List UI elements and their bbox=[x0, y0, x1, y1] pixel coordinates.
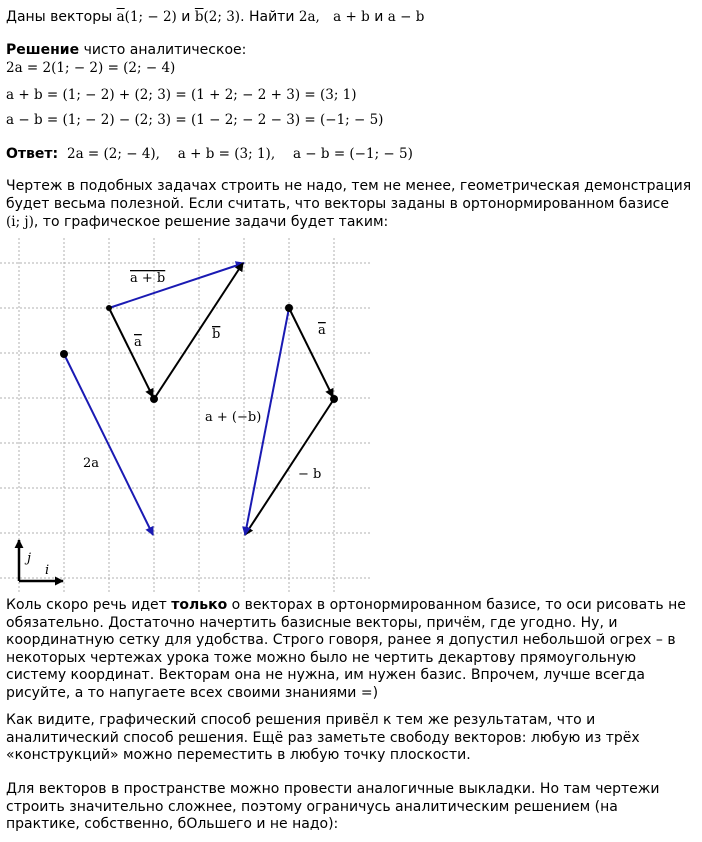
basis-notation: (i; j) bbox=[6, 214, 34, 230]
solution-rest: чисто аналитическое: bbox=[83, 42, 247, 58]
label-a-right: a bbox=[318, 323, 326, 338]
given-label: Даны векторы bbox=[6, 9, 113, 25]
and-word-2: и bbox=[374, 9, 384, 25]
and-word: и bbox=[181, 9, 191, 25]
find-2a: 2a, bbox=[298, 9, 320, 25]
point-start-2a bbox=[60, 350, 68, 358]
point-start-a bbox=[106, 305, 112, 311]
point-mid-left bbox=[150, 395, 158, 403]
answer-line bbox=[6, 146, 413, 163]
para2-bold: только bbox=[171, 597, 228, 613]
para3: Как видите, графический способ решения привёл к тем же результатам, что и аналитический способ решения. Ещё раз заметьте свободу векторов: любую из трёх «конструкций» можно переместить в любую точку плоскости. bbox=[6, 712, 640, 764]
para4: Для векторов в пространстве можно провести аналогичные выкладки. Но там чертежи строить значительно сложнее, поэтому ограничусь аналитическим решением (на практике, собственно, бОльшего и не надо): bbox=[6, 781, 660, 833]
find-diff: a − b bbox=[387, 9, 425, 25]
solution-bold: Решение bbox=[6, 42, 80, 58]
para2-after: о векторах в ортонормированном базисе, то оси рисовать не обязательно. Достаточно начертить базисные векторы, причём, где угодно. Ну, и координатную сетку для удобства. Строго говоря, ранее я допустил небольшой огрех – в некоторых чертежах урока тоже можно было не чертить декартову прямоугольную систему координат. Векторам она не нужна, им нужен базис. Впрочем, лучше всегда рисуйте, а то напугаете всех своими знаниями =) bbox=[6, 597, 686, 701]
label-j: j bbox=[27, 551, 32, 566]
grid bbox=[0, 238, 370, 594]
answer-label: Ответ: bbox=[6, 146, 59, 162]
point-mid-right bbox=[330, 395, 338, 403]
vector-a-coords: (1; − 2) bbox=[124, 9, 177, 25]
vector-a-symbol: $\overline{a}$ bbox=[116, 9, 125, 25]
label-neg-b: − b bbox=[298, 467, 322, 482]
label-2a: 2a bbox=[83, 456, 100, 471]
task-line bbox=[6, 9, 424, 26]
vector-b-coords: (2; 3) bbox=[203, 9, 241, 25]
vector-a-right bbox=[289, 308, 333, 397]
basis-vectors bbox=[19, 540, 63, 581]
label-a-plus-b: a + b bbox=[130, 271, 166, 286]
answer-part-1: 2a = (2; − 4), bbox=[67, 146, 160, 162]
solution-line-1: 2a = 2(1; − 2) = (2; − 4) bbox=[6, 60, 176, 76]
vector-b-symbol: $\overline{b}$ bbox=[194, 9, 204, 25]
label-b: b bbox=[212, 327, 221, 342]
solution-heading bbox=[6, 42, 246, 59]
para2-before: Коль скоро речь идет bbox=[6, 597, 172, 613]
para1-line3-rest: , то графическое решение задачи будет таким: bbox=[33, 214, 389, 230]
solution-line-2: a + b = (1; − 2) + (2; 3) = (1 + 2; − 2 + 3) = (3; 1) bbox=[6, 87, 357, 103]
label-a-left: a bbox=[134, 335, 142, 350]
answer-part-3: a − b = (−1; − 5) bbox=[292, 146, 413, 162]
para1-line2: будет весьма полезной. Если считать, что векторы заданы в ортонормированном базисе bbox=[6, 196, 669, 212]
solution-line-3: a − b = (1; − 2) − (2; 3) = (1 − 2; − 2 − 3) = (−1; − 5) bbox=[6, 112, 384, 128]
para1-line1: Чертеж в подобных задачах строить не надо, тем не менее, геометрическая демонстрация bbox=[6, 178, 692, 194]
label-a-plus-neg-b: a + (−b) bbox=[205, 410, 262, 425]
para2 bbox=[6, 597, 696, 703]
answer-part-2: a + b = (3; 1), bbox=[177, 146, 276, 162]
para1-line3 bbox=[6, 214, 388, 231]
find-label: . Найти bbox=[240, 9, 295, 25]
find-sum: a + b bbox=[333, 9, 370, 25]
vector-a-left bbox=[109, 308, 153, 397]
label-i: i bbox=[45, 563, 50, 578]
point-start-right bbox=[285, 304, 293, 312]
vector-diagram bbox=[0, 238, 370, 594]
